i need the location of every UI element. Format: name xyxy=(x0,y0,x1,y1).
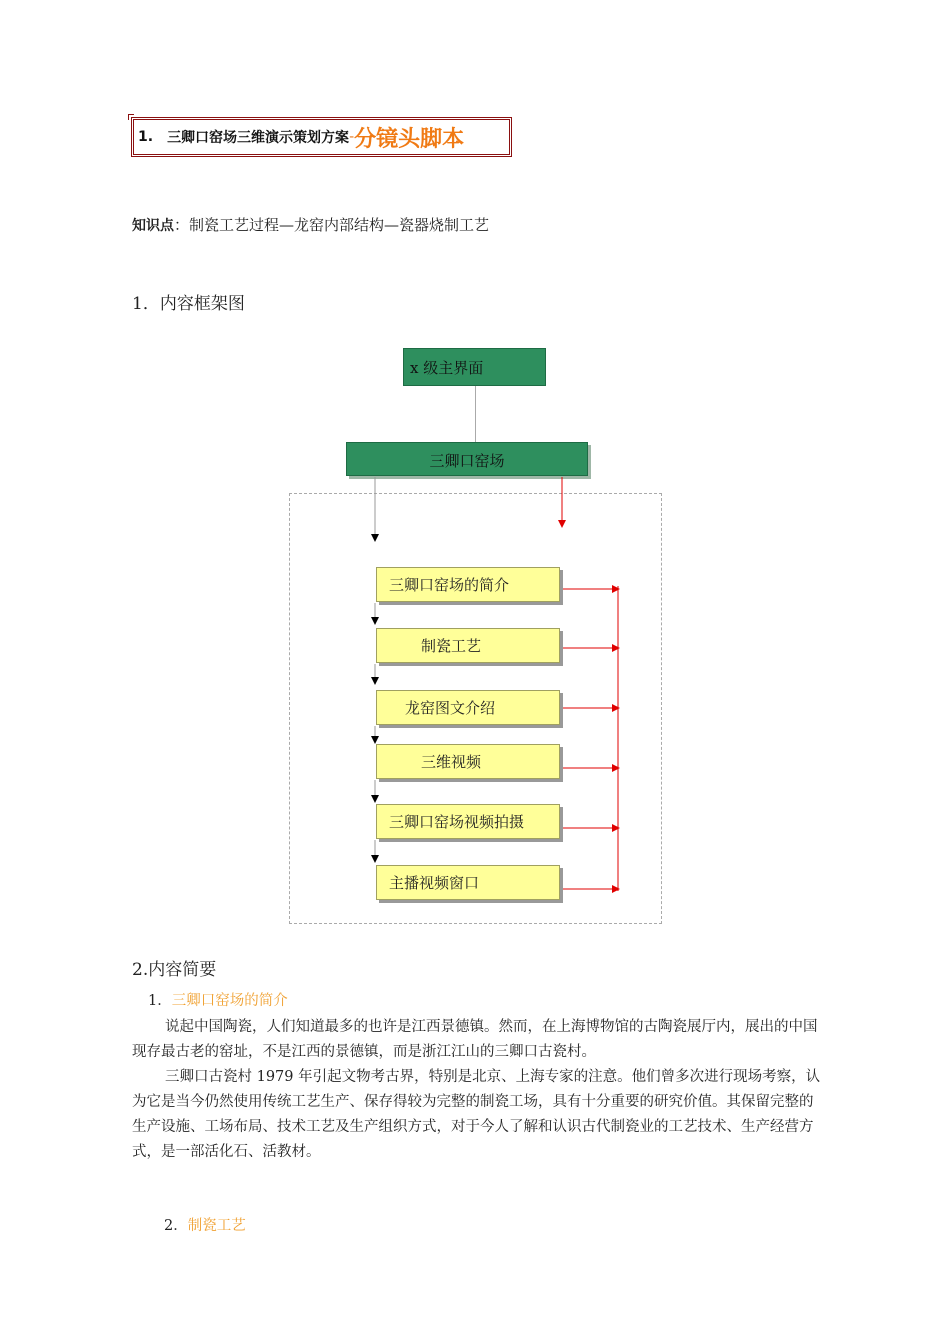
knowledge-colon: ： xyxy=(174,216,190,234)
sub2-number: 2． xyxy=(164,1218,188,1234)
diagram-second-node: 三卿口窑场 xyxy=(346,442,588,476)
sub1-heading xyxy=(148,989,288,1014)
para-1: 说起中国陶瓷，人们知道最多的也许是江西景德镇。然而，在上海博物馆的古陶瓷展厅内，展出的中国现存最古老的窑址，不是江西的景德镇，而是浙江江山的三卿口古瓷村。 xyxy=(132,1019,818,1060)
knowledge-label: 知识点 xyxy=(132,218,174,234)
sub1-number: 1． xyxy=(148,993,172,1009)
diagram-item-host-window: 主播视频窗口 xyxy=(376,865,560,900)
diagram-top-node: x 级主界面 xyxy=(403,348,546,386)
diagram-item-craft: 制瓷工艺 xyxy=(376,628,560,663)
section2-heading: 2.内容简要 xyxy=(132,960,217,980)
title-accent: 分镜头脚本 xyxy=(354,126,465,152)
sub2-title: 制瓷工艺 xyxy=(187,1218,246,1234)
sub1-title: 三卿口窑场的简介 xyxy=(171,993,288,1009)
sub2-heading xyxy=(164,1214,246,1239)
title-number: 1. xyxy=(138,129,154,145)
diagram-item-filming: 三卿口窑场视频拍摄 xyxy=(376,804,560,839)
knowledge-text: 制瓷工艺过程—龙窑内部结构—瓷器烧制工艺 xyxy=(189,216,490,234)
section1-heading: 1．内容框架图 xyxy=(132,294,245,314)
title-dash: - xyxy=(349,129,355,145)
diagram-item-3d-video: 三维视频 xyxy=(376,744,560,779)
diagram-item-kiln: 龙窑图文介绍 xyxy=(376,690,560,725)
para-2: 三卿口古瓷村 1979 年引起文物考古界，特别是北京、上海专家的注意。他们曾多次进行现场考察，认为它是当今仍然使用传统工艺生产、保存得较为完整的制瓷工场，具有十分重要的研究价值。其保留完整的生产设施、工场布局、技术工艺及生产组织方式，对于今人了解和认识古代制瓷业的工艺技术、生产经营方式，是一部活化石、活教材。 xyxy=(132,1069,821,1160)
title-main: 三卿口窑场三维演示策划方案 xyxy=(167,130,350,146)
diagram-item-intro: 三卿口窑场的简介 xyxy=(376,567,560,602)
